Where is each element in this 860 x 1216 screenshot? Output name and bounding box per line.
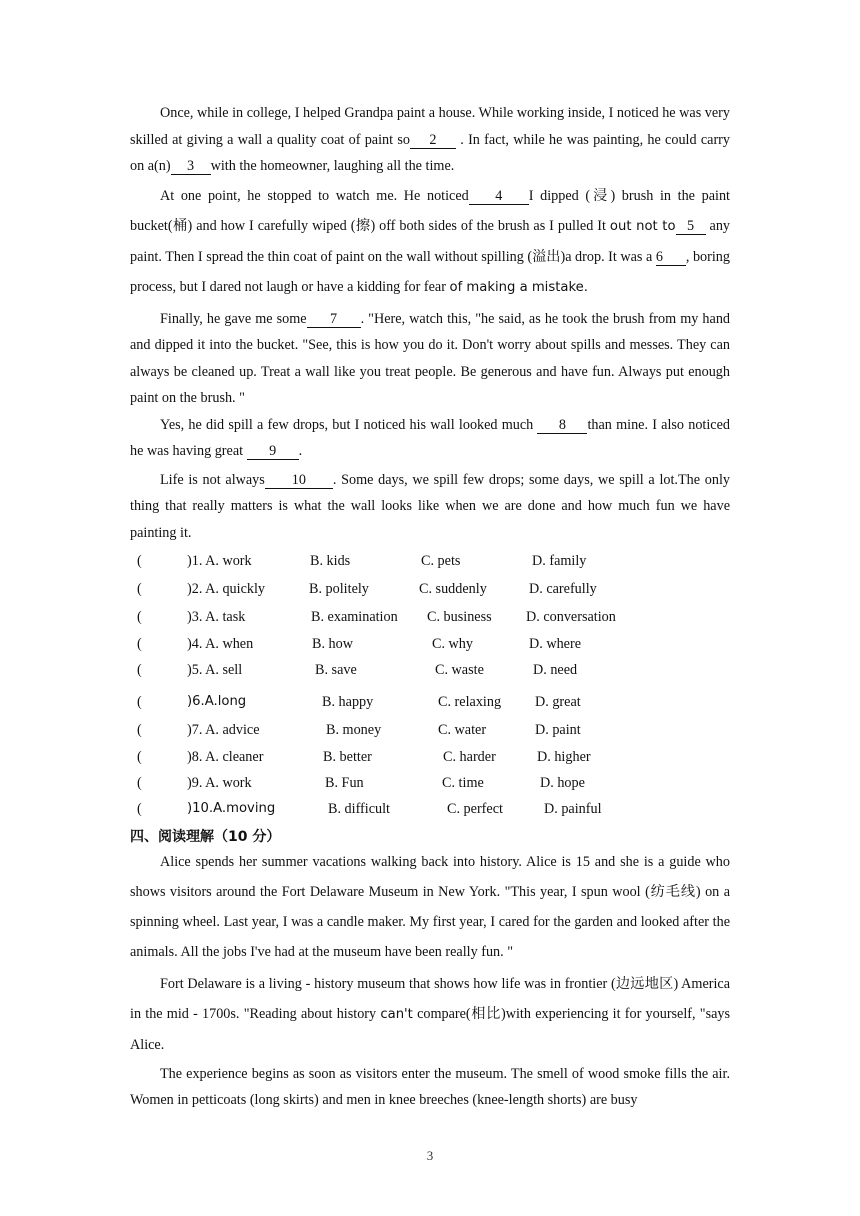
blank-7[interactable]: 7 [307,311,361,328]
question-row[interactable]: ( )8. A. cleaner B. better C. harder D. higher [137,748,591,765]
question-row[interactable]: ( )4. A. when B. how C. why D. where [137,635,581,652]
blank-8[interactable]: 8 [537,417,587,434]
question-row[interactable]: ( )10.A.moving B. difficult C. perfect D. painful [137,801,602,818]
worksheet-page [130,100,730,1114]
passage-paragraph-4: Yes, he did spill a few drops, but I noticed his wall looked much 8 than mine. I also noticed he was having great 9 . [130,416,730,459]
blank-2[interactable]: 2 [410,132,456,149]
question-list [130,549,730,824]
passage-paragraph-3: Finally, he gave me some 7 . "Here, watch this, "he said, as he took the brush from my hand and dipped it into the bucket. "See, this is how you do it. Don't worry about spills and messes. They can always be cleaned up. Treat a wall like you treat people. Be generous and have fun. Always put enough paint on the brush. " [130,310,731,406]
blank-9[interactable]: 9 [247,443,299,460]
section-heading: 四、阅读理解（10 分） [130,828,281,845]
passage-paragraph-2: At one point, he stopped to watch me. He noticed 4 I dipped (浸) brush in the paint bucket(桶) and how I carefully wiped (擦) off both sides of the brush as I pulled It out not to 5 any paint. Then I spread the thin coat of paint on the wall without spilling (溢出)a drop. It was a 6 , boring process, but I dared not laugh or have a kidding for fear of making a mistake. [130,187,731,295]
question-row[interactable]: ( )6.A.long B. happy C. relaxing D. great [137,694,581,711]
question-row[interactable]: ( )5. A. sell B. save C. waste D. need [137,662,578,679]
blank-3[interactable]: 3 [171,158,211,175]
passage-paragraph-1: Once, while in college, I helped Grandpa paint a house. While working inside, I noticed he was very skilled at giving a wall a quality coat of paint so 2 . In fact, while he was painting, he could carry on a(n) 3 with the homeowner, laughing all the time. [130,105,730,174]
reading-paragraph-1: Alice spends her summer vacations walking back into history. Alice is 15 and she is a guide who shows visitors around the Fort Delaware Museum in New York. "This year, I spun wool (纺毛线) on a spinning wheel. Last year, I was a candle maker. My first year, I cared for the garden and looked after the animals. All the jobs I've had at the museum have been really fun. " [130,853,730,960]
blank-4[interactable]: 4 [469,188,529,205]
blank-6[interactable]: 6 [656,249,686,266]
blank-10[interactable]: 10 [265,472,333,489]
reading-paragraph-2: Fort Delaware is a living - history museum that shows how life was in frontier (边远地区) America in the mid - 1700s. "Reading about history can't compare(相比)with experiencing it for yourself, "says Alice. [130,975,731,1053]
blank-5[interactable]: 5 [676,218,706,235]
page-number: 3 [426,1148,434,1163]
question-row[interactable]: ( )2. A. quickly B. politely C. suddenly D. carefully [137,581,597,598]
question-row[interactable]: ( )1. A. work B. kids C. pets D. family [137,553,587,569]
question-row[interactable]: ( )7. A. advice B. money C. water D. paint [137,722,581,739]
question-row[interactable]: ( )9. A. work B. Fun C. time D. hope [137,774,585,791]
question-row[interactable]: ( )3. A. task B. examination C. business D. conversation [137,609,616,626]
reading-paragraph-3: The experience begins as soon as visitors enter the museum. The smell of wood smoke fills the air. Women in petticoats (long skirts) and men in knee breeches (knee-length shorts) are busy [130,1065,730,1109]
passage-paragraph-5: Life is not always 10 . Some days, we spill few drops; some days, we spill a lot.The only thing that really matters is what the wall looks like when we are done and how much fun we have painting it. [130,471,730,541]
